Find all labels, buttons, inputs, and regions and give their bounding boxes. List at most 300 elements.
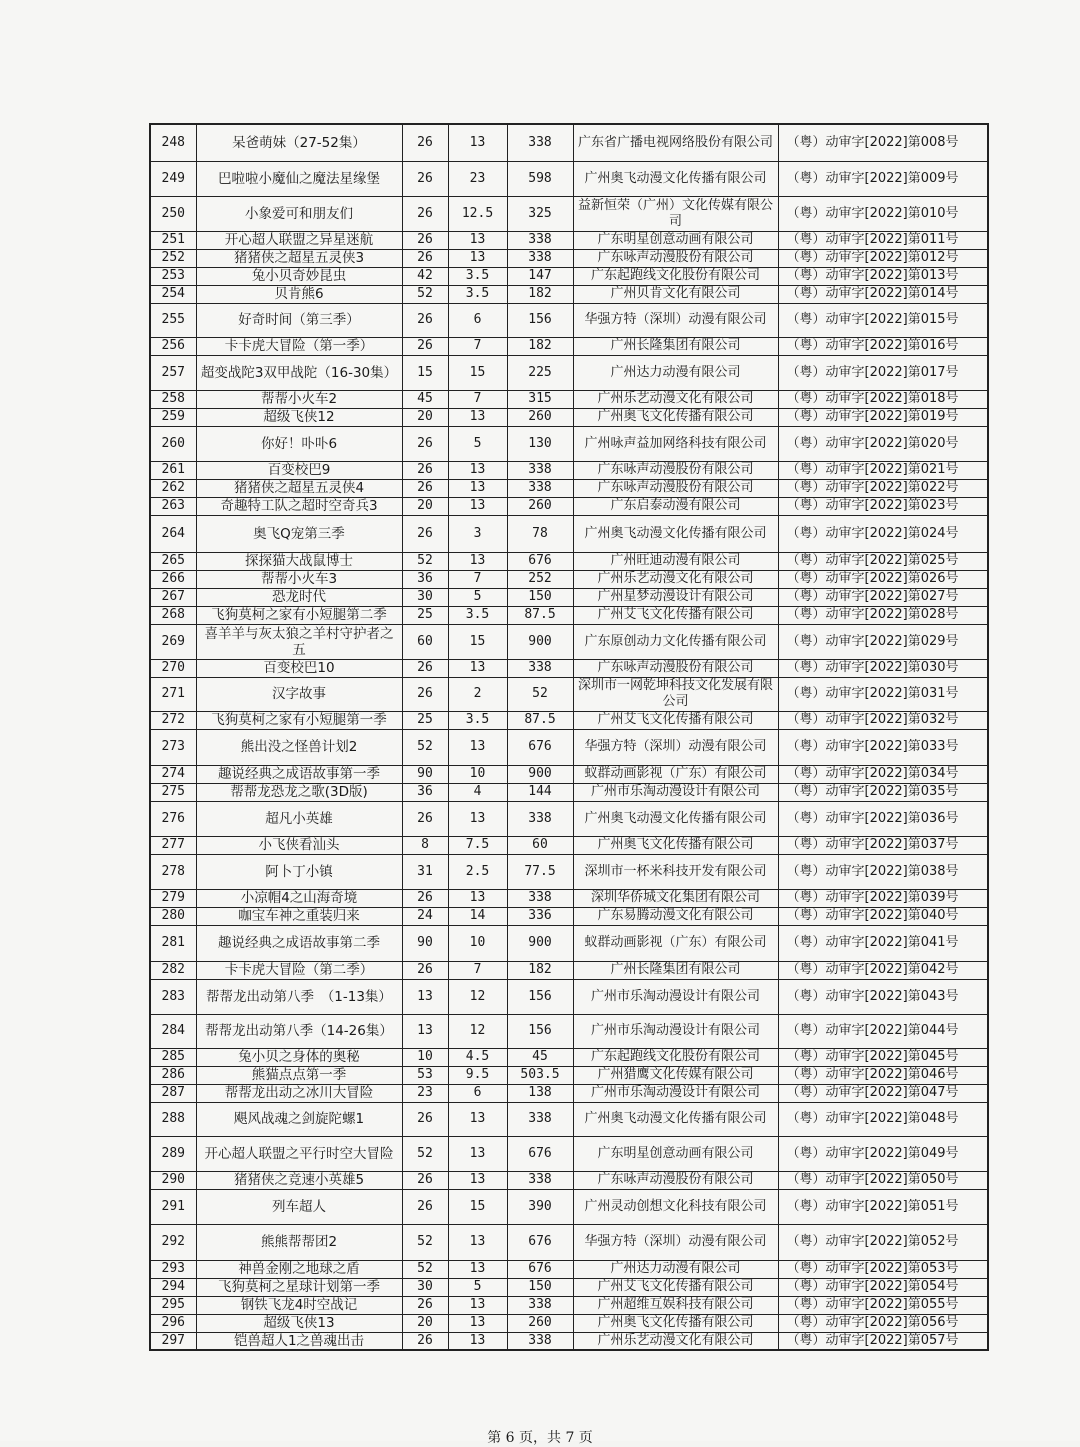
table-row [150,925,988,961]
company-cell: 广东原创动力文化传播有限公司 [573,624,778,659]
episodes-cell: 42 [402,267,448,285]
total-minutes-cell: 87.5 [507,606,573,624]
table-row [150,1224,988,1260]
episodes-cell: 24 [402,907,448,925]
row-number: 256 [150,337,196,355]
episodes-cell: 30 [402,588,448,606]
row-number: 275 [150,783,196,801]
license-cell: （粤）动审字[2022]第008号 [778,124,988,161]
total-minutes-cell: 338 [507,124,573,161]
company-cell: 广东明星创意动画有限公司 [573,231,778,249]
table-row [150,659,988,677]
episodes-cell: 26 [402,426,448,461]
total-minutes-cell: 138 [507,1084,573,1102]
minutes-cell: 13 [448,801,507,836]
row-number: 294 [150,1278,196,1296]
minutes-cell: 13 [448,479,507,497]
total-minutes-cell: 182 [507,285,573,303]
license-cell: （粤）动审字[2022]第028号 [778,606,988,624]
episodes-cell: 53 [402,1066,448,1084]
title-cell: 咖宝车神之重装归来 [196,907,402,925]
title-cell: 汉字故事 [196,677,402,711]
license-cell: （粤）动审字[2022]第020号 [778,426,988,461]
episodes-cell: 26 [402,461,448,479]
company-cell: 深圳华侨城文化集团有限公司 [573,889,778,907]
license-cell: （粤）动审字[2022]第026号 [778,570,988,588]
row-number: 280 [150,907,196,925]
total-minutes-cell: 45 [507,1048,573,1066]
license-cell: （粤）动审字[2022]第047号 [778,1084,988,1102]
row-number: 277 [150,836,196,854]
minutes-cell: 13 [448,1296,507,1314]
table-row [150,889,988,907]
company-cell: 广州艾飞文化传播有限公司 [573,1278,778,1296]
company-cell: 广东咏声动漫股份有限公司 [573,1171,778,1189]
row-number: 276 [150,801,196,836]
row-number: 293 [150,1260,196,1278]
total-minutes-cell: 78 [507,515,573,552]
company-cell: 广州市乐淘动漫设计有限公司 [573,1084,778,1102]
minutes-cell: 7 [448,337,507,355]
title-cell: 卡卡虎大冒险（第一季） [196,337,402,355]
table-row [150,588,988,606]
episodes-cell: 13 [402,979,448,1014]
minutes-cell: 10 [448,765,507,783]
total-minutes-cell: 147 [507,267,573,285]
table-row [150,1260,988,1278]
minutes-cell: 13 [448,552,507,570]
episodes-cell: 15 [402,355,448,390]
table-row [150,303,988,337]
total-minutes-cell: 338 [507,801,573,836]
episodes-cell: 26 [402,1102,448,1136]
company-cell: 广州猎鹰文化传媒有限公司 [573,1066,778,1084]
title-cell: 开心超人联盟之异星迷航 [196,231,402,249]
total-minutes-cell: 52 [507,677,573,711]
table-row [150,907,988,925]
title-cell: 帮帮小火车3 [196,570,402,588]
table-row [150,1014,988,1048]
title-cell: 猪猪侠之超星五灵侠3 [196,249,402,267]
title-cell: 阿卜丁小镇 [196,854,402,889]
minutes-cell: 13 [448,889,507,907]
company-cell: 广州市乐淘动漫设计有限公司 [573,783,778,801]
table-row [150,765,988,783]
episodes-cell: 90 [402,765,448,783]
title-cell: 帮帮龙出动之冰川大冒险 [196,1084,402,1102]
minutes-cell: 23 [448,161,507,196]
episodes-cell: 52 [402,1260,448,1278]
minutes-cell: 5 [448,426,507,461]
title-cell: 奇趣特工队之超时空奇兵3 [196,497,402,515]
title-cell: 兔小贝奇妙昆虫 [196,267,402,285]
total-minutes-cell: 325 [507,196,573,231]
minutes-cell: 7 [448,961,507,979]
total-minutes-cell: 598 [507,161,573,196]
episodes-cell: 52 [402,1224,448,1260]
episodes-cell: 26 [402,249,448,267]
license-cell: （粤）动审字[2022]第042号 [778,961,988,979]
license-cell: （粤）动审字[2022]第030号 [778,659,988,677]
episodes-cell: 52 [402,552,448,570]
license-cell: （粤）动审字[2022]第023号 [778,497,988,515]
episodes-cell: 45 [402,390,448,408]
minutes-cell: 3.5 [448,267,507,285]
minutes-cell: 5 [448,1278,507,1296]
license-cell: （粤）动审字[2022]第031号 [778,677,988,711]
license-cell: （粤）动审字[2022]第050号 [778,1171,988,1189]
table-row [150,285,988,303]
minutes-cell: 14 [448,907,507,925]
title-cell: 铠兽超人1之兽魂出击 [196,1332,402,1350]
company-cell: 广州奥飞动漫文化传播有限公司 [573,515,778,552]
row-number: 295 [150,1296,196,1314]
total-minutes-cell: 315 [507,390,573,408]
episodes-cell: 36 [402,783,448,801]
title-cell: 帮帮龙出动第八季（14-26集） [196,1014,402,1048]
row-number: 253 [150,267,196,285]
company-cell: 广州奥飞动漫文化传播有限公司 [573,1102,778,1136]
table-row [150,1296,988,1314]
table-row [150,1189,988,1224]
table-row [150,267,988,285]
title-cell: 趣说经典之成语故事第二季 [196,925,402,961]
license-cell: （粤）动审字[2022]第011号 [778,231,988,249]
row-number: 267 [150,588,196,606]
license-cell: （粤）动审字[2022]第043号 [778,979,988,1014]
total-minutes-cell: 225 [507,355,573,390]
title-cell: 喜羊羊与灰太狼之羊村守护者之五 [196,624,402,659]
minutes-cell: 13 [448,1260,507,1278]
title-cell: 超变战陀3双甲战陀（16-30集） [196,355,402,390]
title-cell: 飞狗莫柯之星球计划第一季 [196,1278,402,1296]
company-cell: 广东省广播电视网络股份有限公司 [573,124,778,161]
license-cell: （粤）动审字[2022]第053号 [778,1260,988,1278]
row-number: 290 [150,1171,196,1189]
company-cell: 广州灵动创想文化科技有限公司 [573,1189,778,1224]
total-minutes-cell: 338 [507,231,573,249]
company-cell: 广州达力动漫有限公司 [573,355,778,390]
table-row [150,1278,988,1296]
company-cell: 广州奥飞文化传播有限公司 [573,408,778,426]
episodes-cell: 26 [402,659,448,677]
title-cell: 猪猪侠之超星五灵侠4 [196,479,402,497]
title-cell: 呆爸萌妹（27-52集） [196,124,402,161]
episodes-cell: 13 [402,1014,448,1048]
company-cell: 深圳市一杯米科技开发有限公司 [573,854,778,889]
company-cell: 广州乐艺动漫文化有限公司 [573,390,778,408]
company-cell: 广州市乐淘动漫设计有限公司 [573,1014,778,1048]
table-row [150,196,988,231]
minutes-cell: 13 [448,461,507,479]
table-row [150,552,988,570]
total-minutes-cell: 900 [507,925,573,961]
title-cell: 列车超人 [196,1189,402,1224]
license-cell: （粤）动审字[2022]第017号 [778,355,988,390]
row-number: 260 [150,426,196,461]
minutes-cell: 4 [448,783,507,801]
total-minutes-cell: 252 [507,570,573,588]
table-row [150,1136,988,1171]
minutes-cell: 13 [448,124,507,161]
title-cell: 百变校巴10 [196,659,402,677]
total-minutes-cell: 338 [507,461,573,479]
title-cell: 帮帮龙恐龙之歌(3D版) [196,783,402,801]
episodes-cell: 52 [402,729,448,765]
minutes-cell: 7.5 [448,836,507,854]
license-cell: （粤）动审字[2022]第013号 [778,267,988,285]
minutes-cell: 3 [448,515,507,552]
title-cell: 好奇时间（第三季） [196,303,402,337]
row-number: 292 [150,1224,196,1260]
row-number: 268 [150,606,196,624]
table-row [150,390,988,408]
title-cell: 超级飞侠12 [196,408,402,426]
row-number: 254 [150,285,196,303]
episodes-cell: 26 [402,515,448,552]
company-cell: 广州贝肯文化有限公司 [573,285,778,303]
total-minutes-cell: 338 [507,479,573,497]
total-minutes-cell: 338 [507,1102,573,1136]
license-cell: （粤）动审字[2022]第038号 [778,854,988,889]
company-cell: 广州奥飞动漫文化传播有限公司 [573,161,778,196]
total-minutes-cell: 676 [507,1136,573,1171]
title-cell: 开心超人联盟之平行时空大冒险 [196,1136,402,1171]
minutes-cell: 5 [448,588,507,606]
minutes-cell: 4.5 [448,1048,507,1066]
title-cell: 小象爱可和朋友们 [196,196,402,231]
title-cell: 帮帮小火车2 [196,390,402,408]
row-number: 283 [150,979,196,1014]
total-minutes-cell: 260 [507,497,573,515]
license-cell: （粤）动审字[2022]第040号 [778,907,988,925]
license-cell: （粤）动审字[2022]第014号 [778,285,988,303]
total-minutes-cell: 144 [507,783,573,801]
table-row [150,836,988,854]
title-cell: 兔小贝之身体的奥秘 [196,1048,402,1066]
row-number: 273 [150,729,196,765]
episodes-cell: 26 [402,889,448,907]
title-cell: 超级飞侠13 [196,1314,402,1332]
table-row [150,479,988,497]
minutes-cell: 6 [448,303,507,337]
minutes-cell: 12 [448,1014,507,1048]
minutes-cell: 13 [448,1332,507,1350]
license-cell: （粤）动审字[2022]第022号 [778,479,988,497]
total-minutes-cell: 87.5 [507,711,573,729]
episodes-cell: 25 [402,606,448,624]
license-cell: （粤）动审字[2022]第045号 [778,1048,988,1066]
license-cell: （粤）动审字[2022]第025号 [778,552,988,570]
company-cell: 广东易腾动漫文化有限公司 [573,907,778,925]
table-row [150,355,988,390]
license-cell: （粤）动审字[2022]第029号 [778,624,988,659]
company-cell: 广东咏声动漫股份有限公司 [573,249,778,267]
episodes-cell: 10 [402,1048,448,1066]
row-number: 284 [150,1014,196,1048]
license-cell: （粤）动审字[2022]第021号 [778,461,988,479]
episodes-cell: 26 [402,801,448,836]
minutes-cell: 13 [448,249,507,267]
license-cell: （粤）动审字[2022]第049号 [778,1136,988,1171]
company-cell: 广州长隆集团有限公司 [573,337,778,355]
minutes-cell: 3.5 [448,711,507,729]
company-cell: 广东起跑线文化股份有限公司 [573,267,778,285]
row-number: 288 [150,1102,196,1136]
total-minutes-cell: 390 [507,1189,573,1224]
minutes-cell: 15 [448,624,507,659]
total-minutes-cell: 156 [507,1014,573,1048]
company-cell: 广州艾飞文化传播有限公司 [573,606,778,624]
total-minutes-cell: 900 [507,765,573,783]
table-row [150,515,988,552]
episodes-cell: 26 [402,303,448,337]
company-cell: 广东咏声动漫股份有限公司 [573,479,778,497]
table-row [150,497,988,515]
row-number: 252 [150,249,196,267]
episodes-cell: 26 [402,961,448,979]
license-cell: （粤）动审字[2022]第051号 [778,1189,988,1224]
table-row [150,461,988,479]
license-cell: （粤）动审字[2022]第018号 [778,390,988,408]
company-cell: 广东咏声动漫股份有限公司 [573,461,778,479]
episodes-cell: 20 [402,497,448,515]
table-row [150,854,988,889]
minutes-cell: 13 [448,1102,507,1136]
company-cell: 广东明星创意动画有限公司 [573,1136,778,1171]
company-cell: 广州市乐淘动漫设计有限公司 [573,979,778,1014]
row-number: 250 [150,196,196,231]
license-cell: （粤）动审字[2022]第039号 [778,889,988,907]
table-row [150,249,988,267]
episodes-cell: 60 [402,624,448,659]
title-cell: 飓风战魂之剑旋陀螺1 [196,1102,402,1136]
total-minutes-cell: 260 [507,1314,573,1332]
minutes-cell: 13 [448,231,507,249]
row-number: 286 [150,1066,196,1084]
table-row [150,337,988,355]
approval-table [149,123,989,1351]
title-cell: 飞狗莫柯之家有小短腿第二季 [196,606,402,624]
row-number: 289 [150,1136,196,1171]
minutes-cell: 3.5 [448,606,507,624]
episodes-cell: 26 [402,1332,448,1350]
title-cell: 小飞侠看汕头 [196,836,402,854]
row-number: 281 [150,925,196,961]
total-minutes-cell: 60 [507,836,573,854]
episodes-cell: 52 [402,1136,448,1171]
title-cell: 奥飞Q宠第三季 [196,515,402,552]
minutes-cell: 13 [448,408,507,426]
table-row [150,161,988,196]
license-cell: （粤）动审字[2022]第037号 [778,836,988,854]
title-cell: 恐龙时代 [196,588,402,606]
row-number: 259 [150,408,196,426]
table-row [150,677,988,711]
total-minutes-cell: 676 [507,729,573,765]
episodes-cell: 26 [402,124,448,161]
episodes-cell: 26 [402,196,448,231]
row-number: 282 [150,961,196,979]
total-minutes-cell: 336 [507,907,573,925]
episodes-cell: 26 [402,1189,448,1224]
episodes-cell: 26 [402,677,448,711]
minutes-cell: 6 [448,1084,507,1102]
minutes-cell: 2 [448,677,507,711]
company-cell: 华强方特（深圳）动漫有限公司 [573,303,778,337]
table-row [150,1066,988,1084]
table-row [150,1171,988,1189]
license-cell: （粤）动审字[2022]第044号 [778,1014,988,1048]
table-row [150,124,988,161]
table-row [150,1314,988,1332]
company-cell: 广州奥飞文化传播有限公司 [573,1314,778,1332]
table-row [150,801,988,836]
license-cell: （粤）动审字[2022]第019号 [778,408,988,426]
title-cell: 卡卡虎大冒险（第二季） [196,961,402,979]
license-cell: （粤）动审字[2022]第055号 [778,1296,988,1314]
row-number: 296 [150,1314,196,1332]
row-number: 297 [150,1332,196,1350]
episodes-cell: 52 [402,285,448,303]
episodes-cell: 25 [402,711,448,729]
total-minutes-cell: 338 [507,1296,573,1314]
table-row [150,729,988,765]
row-number: 271 [150,677,196,711]
title-cell: 你好！卟卟6 [196,426,402,461]
table-row [150,1048,988,1066]
total-minutes-cell: 676 [507,1224,573,1260]
row-number: 266 [150,570,196,588]
minutes-cell: 13 [448,1314,507,1332]
total-minutes-cell: 338 [507,249,573,267]
license-cell: （粤）动审字[2022]第010号 [778,196,988,231]
minutes-cell: 15 [448,1189,507,1224]
minutes-cell: 7 [448,390,507,408]
license-cell: （粤）动审字[2022]第046号 [778,1066,988,1084]
table-row [150,624,988,659]
total-minutes-cell: 77.5 [507,854,573,889]
episodes-cell: 20 [402,408,448,426]
license-cell: （粤）动审字[2022]第054号 [778,1278,988,1296]
company-cell: 蚁群动画影视（广东）有限公司 [573,765,778,783]
row-number: 279 [150,889,196,907]
license-cell: （粤）动审字[2022]第034号 [778,765,988,783]
license-cell: （粤）动审字[2022]第032号 [778,711,988,729]
minutes-cell: 2.5 [448,854,507,889]
minutes-cell: 10 [448,925,507,961]
company-cell: 广州达力动漫有限公司 [573,1260,778,1278]
license-cell: （粤）动审字[2022]第024号 [778,515,988,552]
minutes-cell: 15 [448,355,507,390]
row-number: 291 [150,1189,196,1224]
table-row [150,961,988,979]
page-number: 第 6 页，共 7 页 [487,1430,593,1446]
minutes-cell: 13 [448,1171,507,1189]
license-cell: （粤）动审字[2022]第056号 [778,1314,988,1332]
table-row [150,426,988,461]
row-number: 257 [150,355,196,390]
total-minutes-cell: 900 [507,624,573,659]
episodes-cell: 26 [402,231,448,249]
episodes-cell: 31 [402,854,448,889]
title-cell: 小凉帽4之山海奇境 [196,889,402,907]
episodes-cell: 26 [402,1171,448,1189]
license-cell: （粤）动审字[2022]第027号 [778,588,988,606]
license-cell: （粤）动审字[2022]第015号 [778,303,988,337]
row-number: 278 [150,854,196,889]
row-number: 272 [150,711,196,729]
